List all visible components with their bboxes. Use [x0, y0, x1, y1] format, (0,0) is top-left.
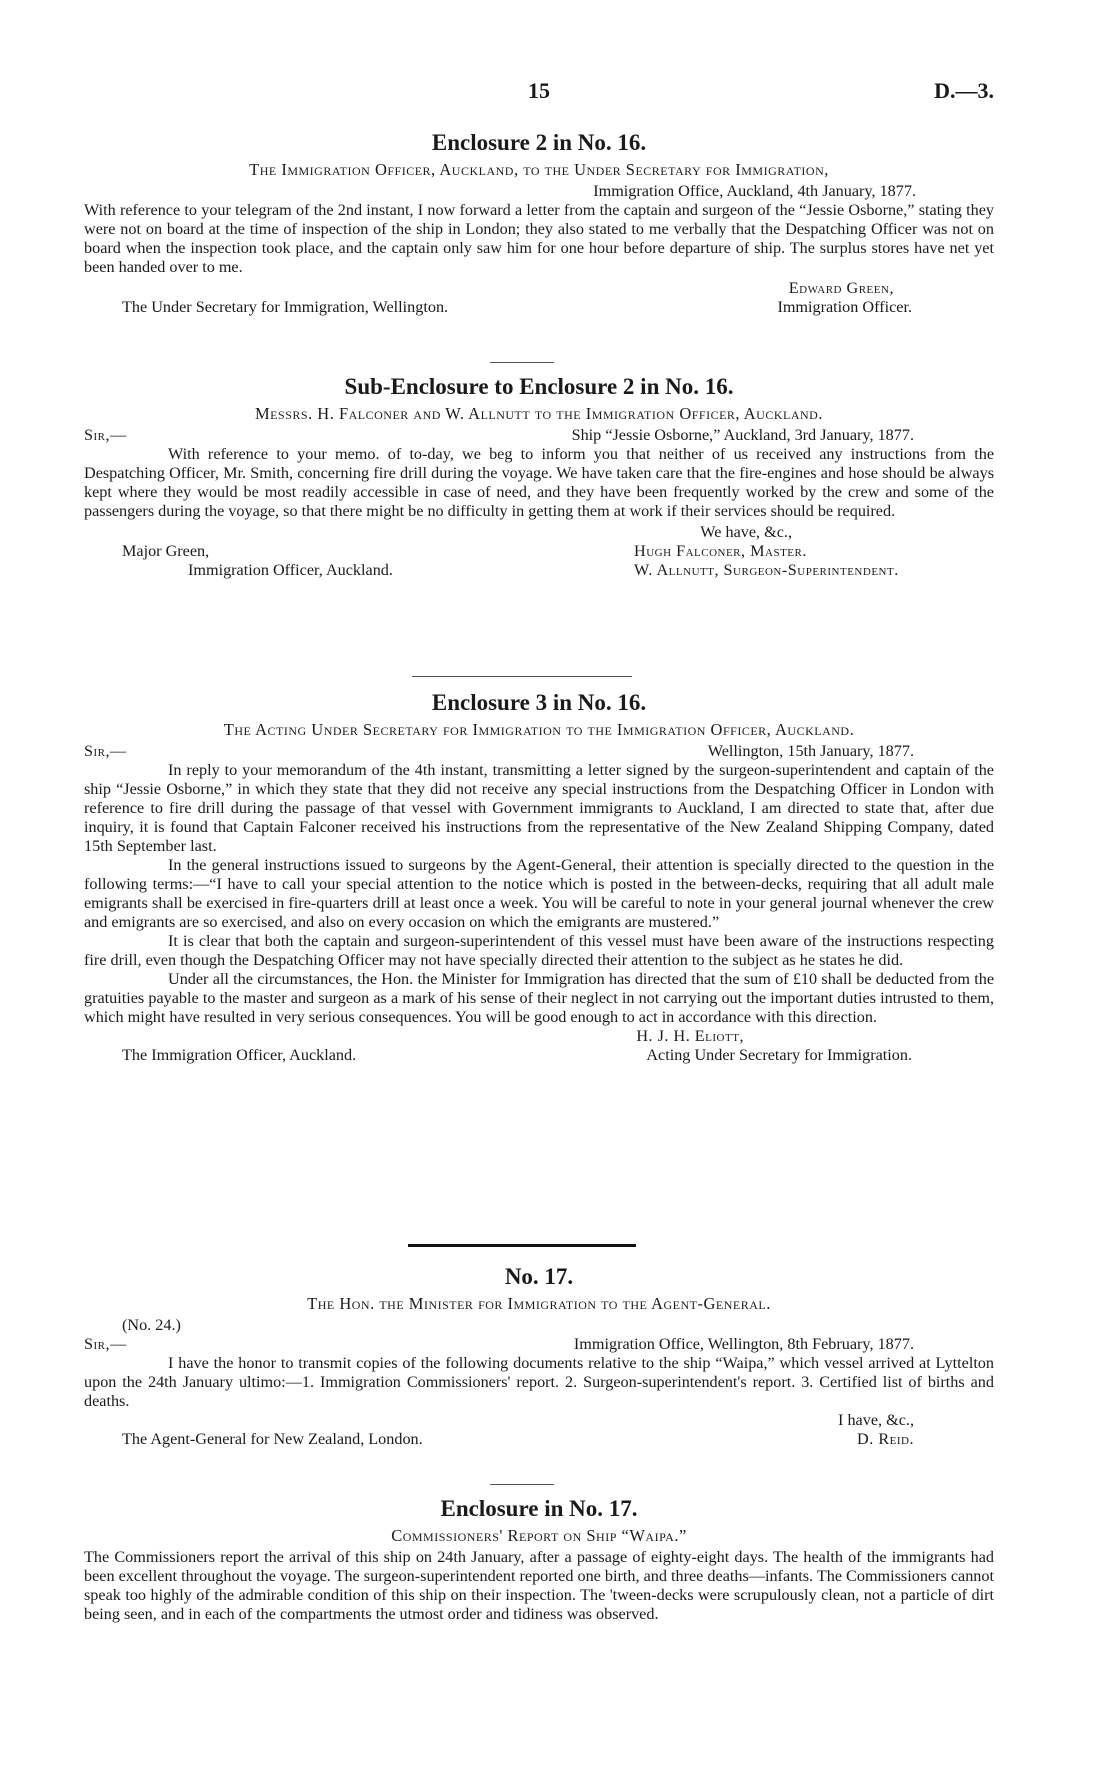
enclosure-17-body: The Commissioners report the arrival of this ship on 24th January, after a passage of eighty-eight days. The health of the immigrants had been excellent throughout the voyage. The surgeon-superintendent reported one birth, and three deaths—infants. The Commissioners cannot speak too highly of the admirable condition of this ship on their inspection. The 'tween-decks were scrupulously clean, not a particle of dirt being seen, and in each of the compartments the utmost order and tidiness was observed.	[84, 1548, 994, 1623]
enclosure-3-addressee: The Immigration Officer, Auckland.	[122, 1046, 357, 1064]
enclosure-3-heading: Enclosure 3 in No. 16.	[431, 690, 647, 715]
enclosure-3-salutation: Sir,—	[84, 742, 127, 760]
no-17-number: (No. 24.)	[122, 1316, 181, 1334]
sub-enclosure-body: With reference to your memo. of to-day, we beg to inform you that neither of us received any instructions from the Despatching Officer, Mr. Smith, concerning fire drill during the voyage. We have taken care that the fire-engines and hose should be always kept where they would be most readily accessible in case of need, and they have been frequently worked by the crew and some of the passengers during the voyage, so that there might be no difficulty in getting them at work if their services should be required.	[84, 445, 994, 520]
no-17-salutation: Sir,—	[84, 1335, 127, 1353]
sub-enclosure	[84, 372, 994, 580]
enclosure-3-signatory: H. J. H. Eliott,	[636, 1027, 744, 1045]
enclosure-2-subheading: The Immigration Officer, Auckland, to the Under Secretary for Immigration,	[249, 160, 829, 179]
page-header	[84, 78, 994, 108]
enclosure-2-signatory: Edward Green,	[788, 279, 894, 297]
sub-enclosure-subheading: Messrs. H. Falconer and W. Allnutt to the Immigration Officer, Auckland.	[255, 404, 823, 423]
enclosure-3-paragraph-1: In reply to your memorandum of the 4th instant, transmitting a letter signed by the surgeon-superintendent and captain of the ship “Jessie Osborne,” in which they state that they did not receive any special instructions from the Despatching Officer in London with reference to fire drill during the passage of that vessel with Government immigrants to Auckland, I am directed to state that, after due inquiry, it is found that Captain Falconer received his instructions from the representative of the New Zealand Shipping Company, dated 15th September last.	[84, 761, 994, 855]
no-17-body: I have the honor to transmit copies of the following documents relative to the ship “Waipa,” which vessel arrived at Lyttelton upon the 24th January ultimo:—1. Immigration Commissioners' report. 2. Surgeon-superintendent's report. 3. Certified list of births and deaths.	[84, 1354, 994, 1410]
enclosure-3-date: Wellington, 15th January, 1877.	[707, 742, 914, 760]
sub-enclosure-date: Ship “Jessie Osborne,” Auckland, 3rd January, 1877.	[571, 426, 914, 444]
sub-enclosure-heading: Sub-Enclosure to Enclosure 2 in No. 16.	[344, 374, 734, 399]
enclosure-3-paragraph-2: In the general instructions issued to surgeons by the Agent-General, their attention is specially directed to the question in the following terms:—“I have to call your special attention to the notice which is posted in the between-decks, requiring that all adult male emigrants shall be exercised in fire-quarters drill at least once a week. You will be careful to note in your general journal whenever the crew and emigrants are so exercised, and also on every occasion on which the emigrants are mustered.”	[84, 856, 994, 931]
sub-enclosure-signer-2: W. Allnutt, Surgeon-Superintendent.	[634, 561, 899, 579]
document-page	[84, 0, 994, 1785]
sub-enclosure-addressee-2: Immigration Officer, Auckland.	[188, 561, 393, 579]
sub-enclosure-closing: We have, &c.,	[700, 523, 792, 541]
enclosure-2	[84, 128, 994, 317]
enclosure-2-date: Immigration Office, Auckland, 4th January, 1877.	[593, 182, 916, 200]
page-number: 15	[528, 78, 550, 103]
enclosure-3-paragraph-3: It is clear that both the captain and surgeon-superintendent of this vessel must have been aware of the instructions respecting fire drill, even though the Despatching Officer may not have specially directed their attention to the subject as he states he did.	[84, 932, 994, 969]
no-17-subheading: The Hon. the Minister for Immigration to the Agent-General.	[307, 1294, 771, 1313]
enclosure-3-subheading: The Acting Under Secretary for Immigration to the Immigration Officer, Auckland.	[223, 720, 855, 739]
sub-enclosure-salutation: Sir,—	[84, 426, 127, 444]
no-17-signatory: D. Reid.	[857, 1430, 914, 1448]
no-17-addressee: The Agent-General for New Zealand, London.	[122, 1430, 423, 1448]
no-17-heading: No. 17.	[504, 1264, 574, 1289]
divider	[490, 362, 554, 363]
enclosure-3	[84, 688, 994, 1065]
divider	[490, 1484, 554, 1485]
enclosure-2-heading: Enclosure 2 in No. 16.	[431, 130, 647, 155]
enclosure-17	[84, 1494, 994, 1624]
section-divider	[408, 1244, 636, 1247]
enclosure-2-body: With reference to your telegram of the 2nd instant, I now forward a letter from the captain and surgeon of the “Jessie Osborne,” stating they were not on board at the time of inspection of the ship in London; they also stated to me verbally that the Despatching Officer was not on board when the inspection took place, and the captain only saw him for one hour before departure of ship. The surplus stores have net yet been handed over to me.	[84, 201, 994, 276]
enclosure-3-title: Acting Under Secretary for Immigration.	[646, 1046, 912, 1064]
sub-enclosure-signer-1: Hugh Falconer, Master.	[634, 542, 807, 560]
document-reference: D.—3.	[934, 78, 994, 103]
sub-enclosure-addressee-1: Major Green,	[122, 542, 210, 560]
enclosure-2-addressee: The Under Secretary for Immigration, Wellington.	[122, 298, 449, 316]
divider	[412, 676, 632, 677]
no-17-closing: I have, &c.,	[838, 1411, 914, 1429]
no-17	[84, 1262, 994, 1449]
enclosure-17-subheading: Commissioners' Report on Ship “Waipa.”	[391, 1526, 687, 1545]
enclosure-2-title: Immigration Officer.	[777, 298, 912, 316]
no-17-date: Immigration Office, Wellington, 8th February, 1877.	[573, 1335, 914, 1353]
enclosure-3-paragraph-4: Under all the circumstances, the Hon. the Minister for Immigration has directed that the sum of £10 shall be deducted from the gratuities payable to the master and surgeon as a mark of his sense of their neglect in not carrying out the important duties intrusted to them, which might have resulted in very serious consequences. You will be good enough to act in accordance with this direction.	[84, 970, 994, 1026]
enclosure-17-heading: Enclosure in No. 17.	[440, 1496, 638, 1521]
